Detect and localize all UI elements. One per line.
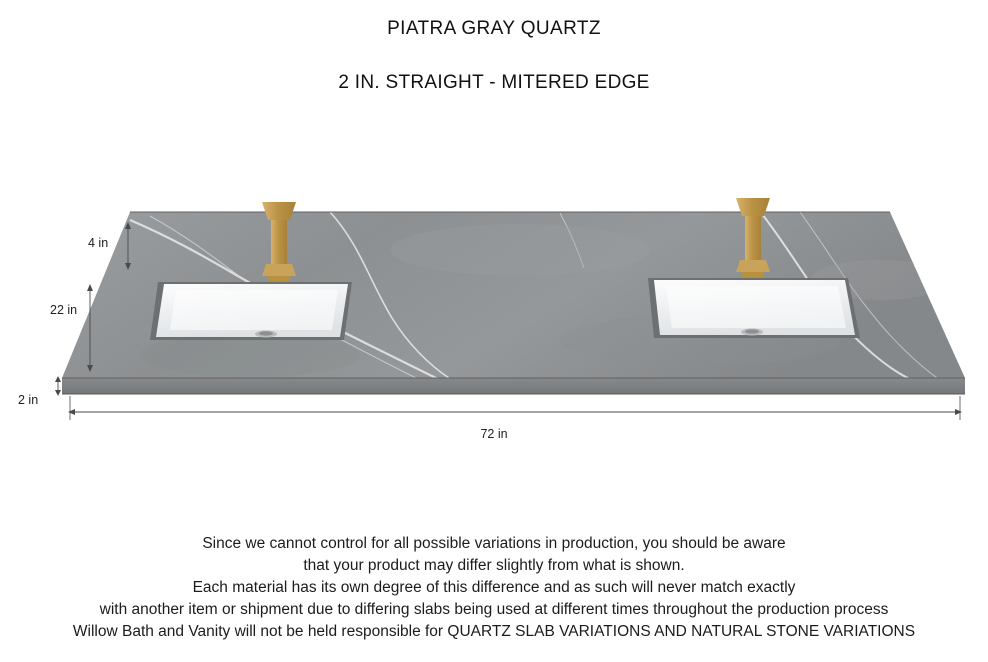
dimension-label-backsplash-height: 4 in xyxy=(88,236,109,250)
page-title: PIATRA GRAY QUARTZ xyxy=(387,18,601,39)
disclaimer-line-5: Willow Bath and Vanity will not be held responsible for QUARTZ SLAB VARIATIONS AND NATURAL STONE VARIATIONS xyxy=(72,623,916,640)
mitered-edge xyxy=(62,378,965,394)
disclaimer-line-2: that your product may differ slightly from what is shown. xyxy=(303,557,685,574)
page-subtitle: 2 IN. STRAIGHT - MITERED EDGE xyxy=(338,72,650,93)
dimension-label-depth: 22 in xyxy=(50,303,78,317)
disclaimer-line-3: Each material has its own degree of this difference and as such will never match exactly xyxy=(192,579,796,596)
dimension-label-width: 72 in xyxy=(480,427,508,441)
countertop-svg xyxy=(0,190,988,430)
disclaimer-line-1: Since we cannot control for all possible variations in production, you should be aware xyxy=(202,535,786,552)
disclaimer-text xyxy=(0,533,988,643)
countertop-illustration xyxy=(0,190,988,430)
dimension-label-edge-thickness: 2 in xyxy=(18,393,39,407)
disclaimer-line-4: with another item or shipment due to differing slabs being used at different times throughout the production process xyxy=(99,601,889,618)
sink-basin-left xyxy=(150,282,352,340)
sink-basin-right xyxy=(648,278,860,338)
